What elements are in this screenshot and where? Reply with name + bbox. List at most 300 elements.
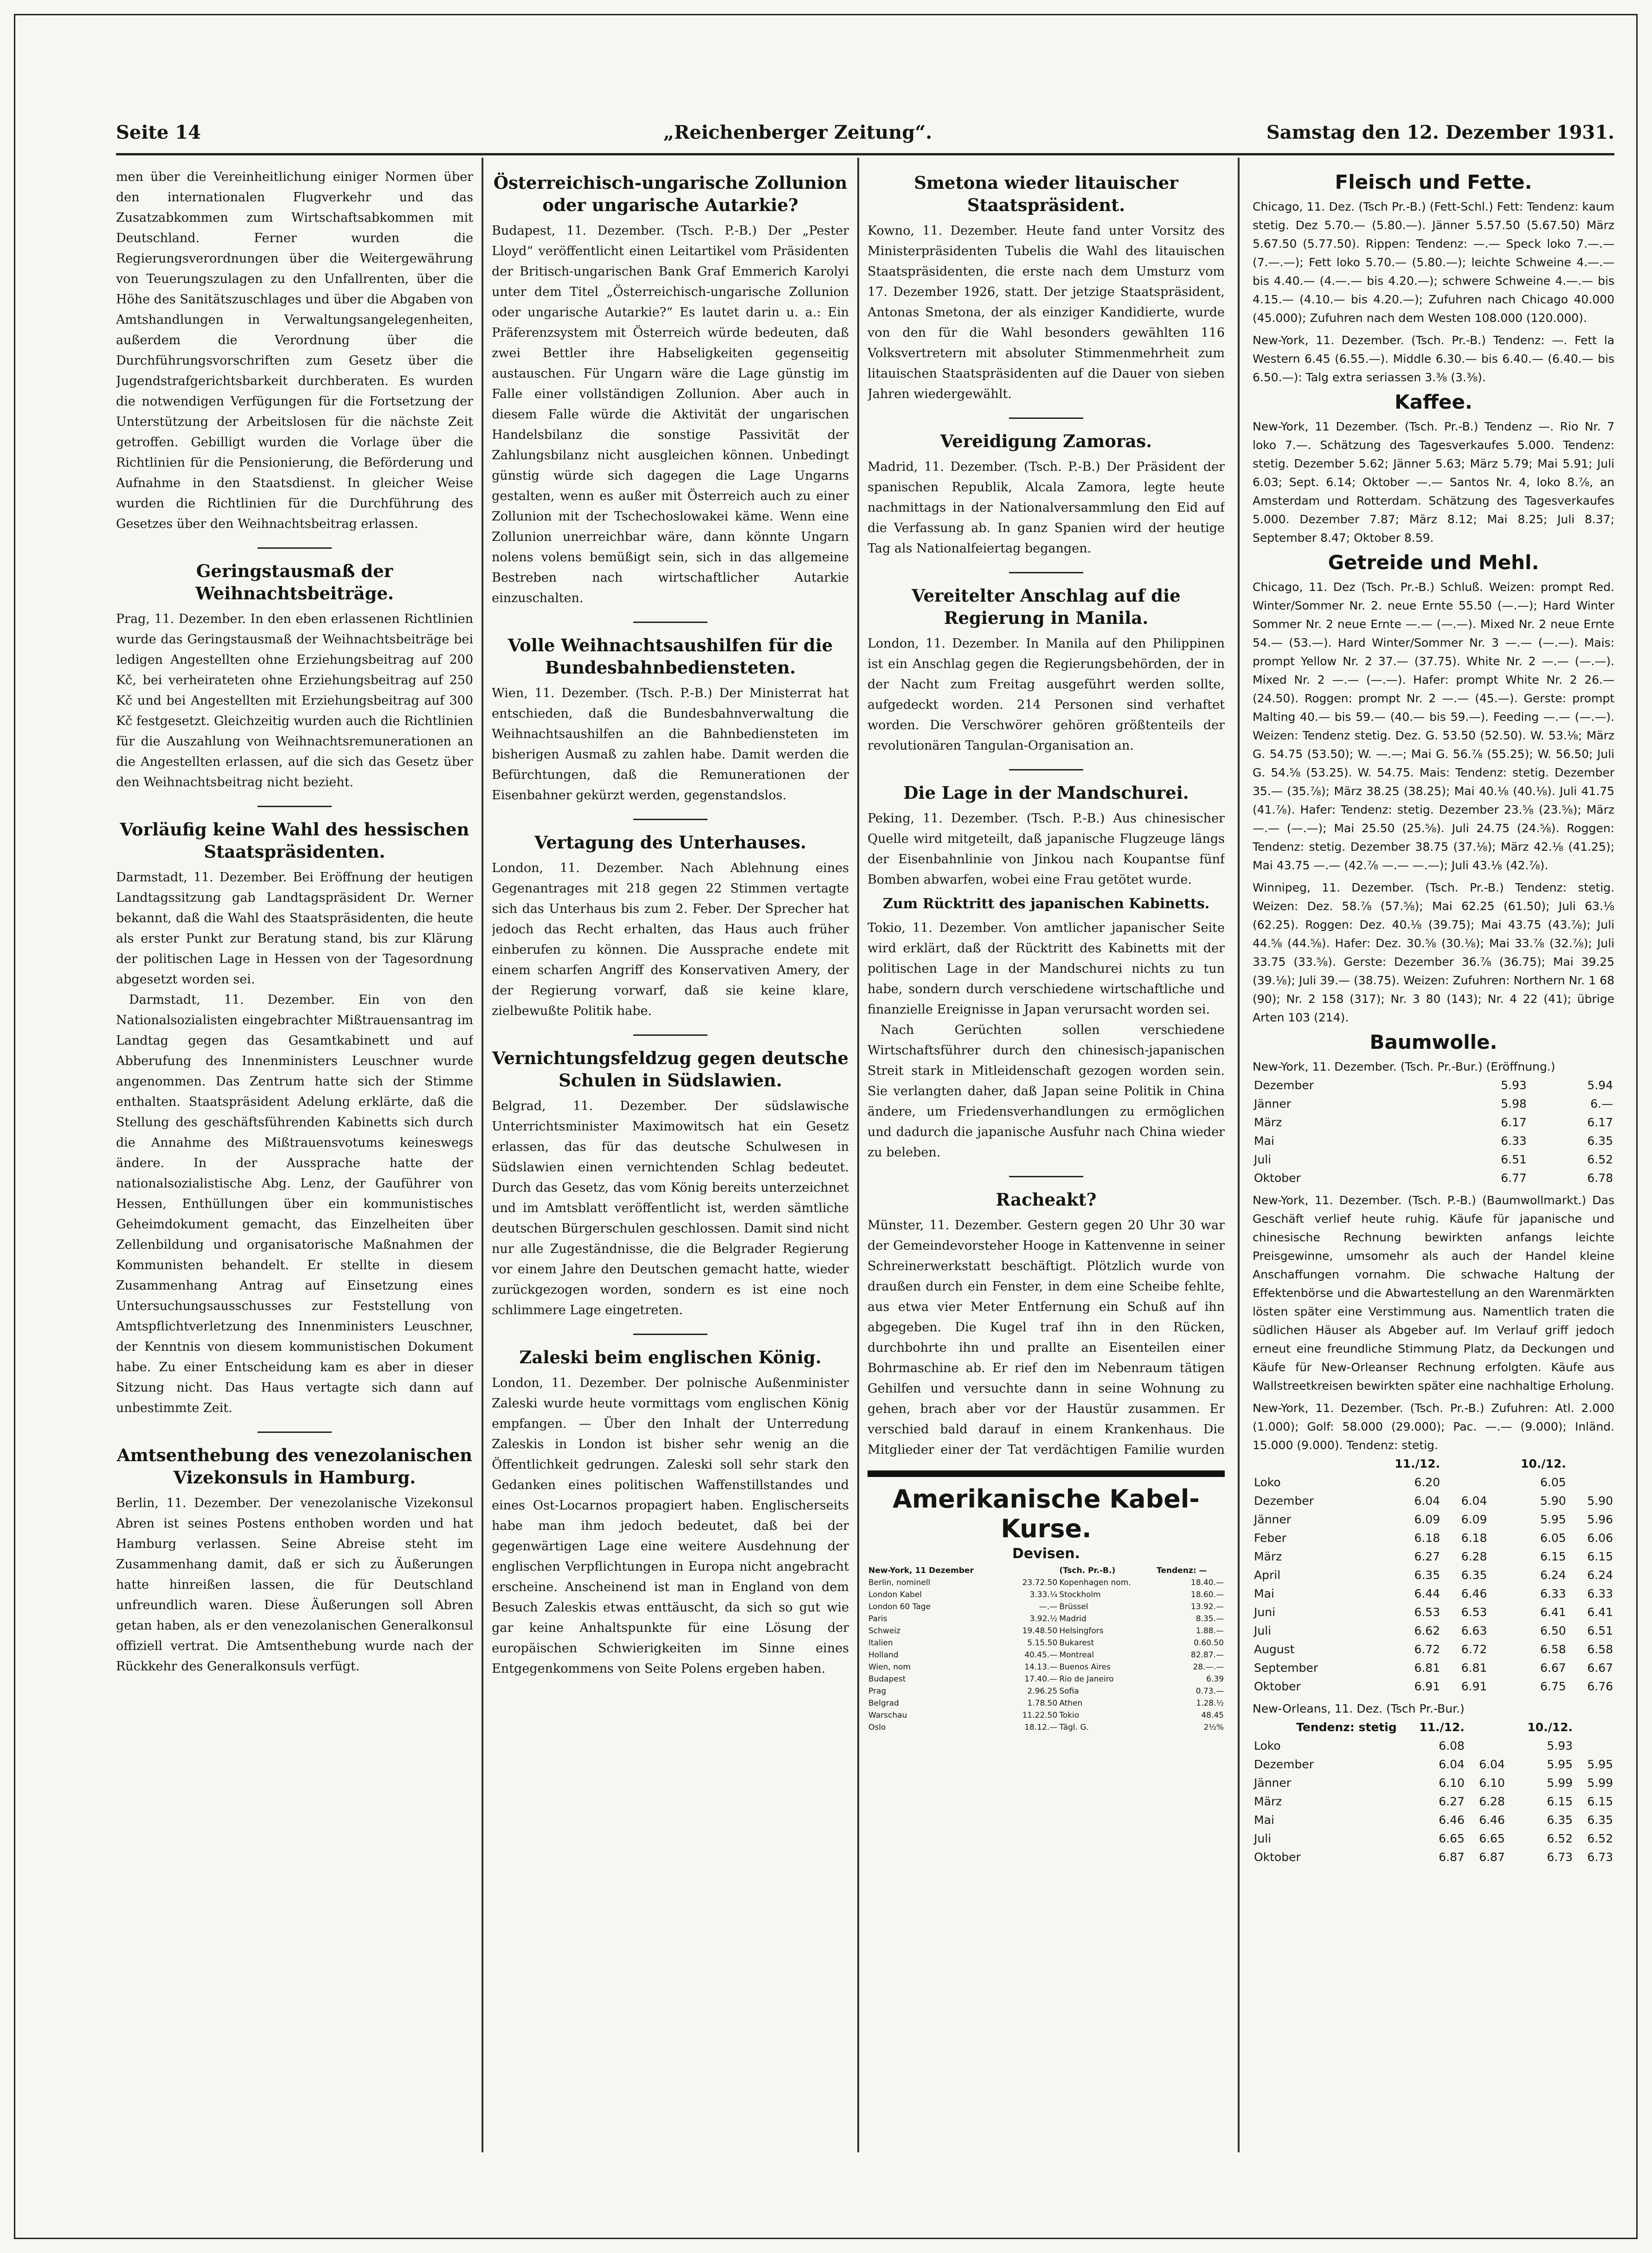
devisen-cell: London 60 Tage — [868, 1602, 931, 1611]
article-separator — [633, 819, 707, 820]
devisen-cell: 48.45 — [1201, 1711, 1224, 1720]
article-paragraph: Madrid, 11. Dezember. (Tsch. P.-B.) Der Präsident der spanischen Republik, Alcala Zamora, legte heute nachmittags in der Nationalversammlung den Eid auf die Verfassung ab. In ganz Spanien wird der heutige Tag als Nationalfeiertag begangen. — [868, 460, 1225, 556]
quote-cell: 6.17 — [1587, 1116, 1613, 1129]
devisen-cell: 18.60.— — [1190, 1590, 1224, 1599]
quote-cell: 5.90 — [1587, 1494, 1613, 1508]
quote-cell: 6.05 — [1540, 1476, 1566, 1489]
quote-cell — [1466, 1737, 1506, 1755]
quote-cell: 6.51 — [1587, 1624, 1613, 1637]
quote-row — [1253, 1113, 1614, 1132]
devisen-cell: Brüssel — [1059, 1602, 1088, 1611]
devisen-row — [868, 1577, 1225, 1589]
quote-cell: 5.98 — [1501, 1097, 1527, 1110]
devisen-cell: Holland — [868, 1650, 899, 1660]
article — [492, 1334, 849, 1679]
devisen-cell: 40.45.— — [1024, 1650, 1058, 1660]
article-headline: Amtsenthebung des venezolanischen Vizekonsuls in Hamburg. — [116, 1445, 473, 1488]
quote-cell: 6.67 — [1540, 1661, 1566, 1675]
devisen-cell: Sofia — [1059, 1687, 1079, 1696]
quote-cell: 6.33 — [1540, 1587, 1566, 1600]
quote-row — [1253, 1169, 1614, 1187]
kaffee-text: New-York, 11 Dezember. (Tsch. Pr.-B.) Tendenz —. Rio Nr. 7 loko 7.—. Schätzung des Tagesverkaufes 5.000. Tendenz: stetig. Dezember 5.62; Jänner 5.63; März 5.79; Mai 5.91; Juli 6.03; Sept. 6.14; Oktober —.— Santos Nr. 4, loko 8.⅞, an Amsterdam und Rotterdam. Schätzung des Tagesverkaufes 5.000. Dezember 7.87; März 8.12; Mai 8.25; Juli 8.37; September 8.47; Oktober 8.59. — [1253, 420, 1614, 545]
article-headline: Zaleski beim englischen König. — [519, 1347, 822, 1367]
quote-cell: 6.52 — [1587, 1832, 1613, 1845]
article-paragraph: London, 11. Dezember. Nach Ablehnung eines Gegenantrages mit 218 gegen 22 Stimmen vertagte sich das Unterhaus bis zum 2. Feber. Der Sprecher hat jedoch das Recht erhalten, das Haus auch früher einberufen zu können. Die Aussprache endete mit einem scharfen Angriff des Konservativen Amery, der der Regierung vorwarf, daß sie keine klare, zielbewußte Politik habe. — [492, 861, 849, 1018]
article — [116, 167, 473, 534]
devisen-cell: 0.73.— — [1196, 1687, 1224, 1696]
article-headline: Vorläufig keine Wahl des hessischen Staatspräsidenten. — [120, 819, 469, 862]
quote-cell: 6.10 — [1479, 1776, 1505, 1790]
devisen-cell: 11.22.50 — [1022, 1711, 1058, 1720]
quote-cell: Loko — [1254, 1476, 1281, 1489]
devisen-cell: 28.—.— — [1193, 1662, 1224, 1672]
quote-cell: 6.15 — [1587, 1795, 1613, 1808]
bw-no-head: New-Orleans, 11. Dez. (Tsch Pr.-Bur.) — [1253, 1702, 1465, 1715]
quote-row — [1253, 1566, 1614, 1585]
article-headline: Vertagung des Unterhauses. — [534, 832, 807, 853]
quote-cell: März — [1254, 1550, 1282, 1563]
quote-cell: 6.65 — [1479, 1832, 1505, 1845]
quote-row — [1253, 1811, 1614, 1829]
quote-cell: 6.81 — [1461, 1661, 1487, 1675]
article-separator — [257, 806, 332, 807]
devisen-header-cell: (Tsch. Pr.-B.) — [1059, 1566, 1116, 1575]
devisen-cell: Kopenhagen nom. — [1059, 1578, 1131, 1587]
quote-row — [1253, 1492, 1614, 1510]
devisen-row — [868, 1589, 1225, 1601]
quote-cell: 6.52 — [1547, 1832, 1573, 1845]
devisen-cell: Schweiz — [868, 1626, 900, 1636]
quote-header-cell: 11./12. — [1395, 1457, 1440, 1470]
devisen-row — [868, 1673, 1225, 1685]
devisen-row — [868, 1601, 1225, 1613]
quote-cell: Mai — [1254, 1587, 1274, 1600]
quote-row — [1253, 1755, 1614, 1774]
quote-cell: 6.— — [1590, 1097, 1613, 1110]
kabel-top-bar — [868, 1470, 1225, 1477]
quote-cell: 6.33 — [1587, 1587, 1613, 1600]
quote-header-cell: Tendenz: stetig — [1296, 1720, 1397, 1734]
quote-cell: 6.05 — [1540, 1531, 1566, 1545]
quote-header-cell: 10./12. — [1527, 1720, 1573, 1734]
quote-cell: 6.08 — [1439, 1739, 1465, 1752]
quote-cell: 6.73 — [1547, 1850, 1573, 1864]
article-headline: Smetona wieder litauischer Staatspräsident. — [914, 173, 1178, 215]
page-number: Seite 14 — [116, 122, 201, 143]
article — [492, 172, 849, 609]
quote-row — [1253, 1510, 1614, 1529]
quote-cell: 6.33 — [1501, 1134, 1527, 1148]
quote-cell: 6.50 — [1540, 1624, 1566, 1637]
quote-cell: 6.04 — [1414, 1494, 1440, 1508]
article-headline: Vernichtungsfeldzug gegen deutsche Schulen in Südslawien. — [492, 1048, 849, 1091]
article-separator — [1009, 1176, 1083, 1177]
quote-cell: 6.87 — [1439, 1850, 1465, 1864]
quote-cell: 6.44 — [1414, 1587, 1440, 1600]
devisen-header-cell — [1009, 1565, 1059, 1577]
quote-cell: 6.20 — [1414, 1476, 1440, 1489]
article-paragraph: Darmstadt, 11. Dezember. Ein von den Nationalsozialisten eingebrachter Mißtrauensantrag im Landtag gegen das Gesamtkabinett und auf Abberufung des Innenministers Leuschner wurde angenommen. Das Zentrum hatte sich der Stimme enthalten. Staatspräsident Adelung erklärte, daß die Stellung des geschäftsführenden Kabinetts sich durch die Annahme des Mißtrauensvotums keineswegs ändere. In der Aussprache hatte der nationalsozialistische Abg. Lenz, der Gauführer von Hessen, Enthüllungen über ein kommunistisches Geheimdokument gemacht, das Einzelheiten über Zellenbildung und organisatorische Maßnahmen der Kommunisten behandelt. Er stellte in diesem Zusammenhang Antrag auf Einsetzung eines Untersuchungsausschusses zur Feststellung von Amtspflichtverletzung des Innenministers Leuschner, der Kenntnis von diesem kommunistischen Dokument habe. Zu einer Entscheidung kam es aber in dieser Sitzung nicht. Das Haus vertagte sich dann auf unbestimmte Zeit. — [116, 993, 473, 1415]
quote-cell: 6.04 — [1461, 1494, 1487, 1508]
devisen-cell: 0.60.50 — [1194, 1638, 1224, 1648]
devisen-cell: Warschau — [868, 1711, 907, 1720]
quote-cell: 6.27 — [1439, 1795, 1465, 1808]
quote-cell: Dezember — [1254, 1078, 1314, 1092]
quote-cell: 6.27 — [1414, 1550, 1440, 1563]
quote-cell: 5.90 — [1540, 1494, 1566, 1508]
article-headline: Vereidigung Zamoras. — [940, 431, 1152, 451]
quote-cell: Jänner — [1254, 1776, 1292, 1790]
quote-cell: 6.58 — [1540, 1643, 1566, 1656]
fleisch-heading: Fleisch und Fette. — [1335, 171, 1532, 193]
quote-cell: Juni — [1254, 1605, 1276, 1619]
quote-header-cell: 11./12. — [1419, 1720, 1465, 1734]
column-rule-3 — [1238, 158, 1240, 2152]
devisen-cell: Berlin, nominell — [868, 1578, 931, 1587]
quote-cell: Dezember — [1254, 1494, 1314, 1508]
quote-cell: 6.41 — [1587, 1605, 1613, 1619]
article-headline: Volle Weihnachtsaushilfen für die Bundesbahnbediensteten. — [508, 635, 833, 678]
article-paragraph: Nach Gerüchten sollen verschiedene Wirtschaftsführer durch den chinesisch-japanischen Streit stark in Mitleidenschaft gezogen worden sein. Sie verlangten daher, daß Japan seine Politik in China ändere, um Friedensverhandlungen zu ermöglichen und dadurch die japanische Ausfuhr nach China wieder zu beleben. — [868, 1023, 1225, 1160]
devisen-cell: 3.92.½ — [1029, 1614, 1058, 1624]
devisen-cell: 17.40.— — [1024, 1675, 1058, 1684]
article-paragraph: Berlin, 11. Dezember. Der venezolanische Vizekonsul Abren ist seines Postens enthoben worden und hat Hamburg verlassen. Seine Abreise steht im Zusammenhang damit, daß er sich zu Äußerungen hatte hinreißen lassen, die für Deutschland unfreundlich waren. Diese Äußerungen soll Abren getan haben, als er den venezolanischen Generalkonsul offiziell vertrat. Die Amtsenthebung wurde nach der Rückkehr des Generalkonsuls verfügt. — [116, 1496, 473, 1674]
quote-cell: 6.18 — [1461, 1531, 1487, 1545]
quote-cell: 6.46 — [1439, 1813, 1465, 1827]
quote-cell: 6.76 — [1587, 1680, 1613, 1693]
quote-cell: 6.35 — [1547, 1813, 1573, 1827]
devisen-cell: London Kabel — [868, 1590, 922, 1599]
quote-row — [1253, 1529, 1614, 1547]
devisen-cell: 2.96.25 — [1027, 1687, 1058, 1696]
quote-cell: 6.52 — [1587, 1153, 1613, 1166]
quote-cell: 6.04 — [1439, 1758, 1465, 1771]
quote-header-cell — [1466, 1718, 1506, 1737]
quote-cell: 6.62 — [1414, 1624, 1440, 1637]
article — [868, 1176, 1225, 1457]
bw-ny2-table — [1253, 1455, 1614, 1696]
article-paragraph: Münster, 11. Dezember. Gestern gegen 20 Uhr 30 war der Gemeindevorsteher Hooge in Kattenvenne in seiner Schreinerwerkstatt beschäftigt. Plötzlich wurde von draußen durch ein Fenster, in dem eine Scheibe fehlte, aus etwa vier Meter Entfernung ein Schuß auf ihn abgegeben. Die Kugel traf ihn in den Rücken, durchbohrte ihn und prallte an Eisenteilen einer Bohrmaschine ab. Er rief den im Nebenraum tätigen Gehilfen und versuchte dann in seine Wohnung zu gehen, brach aber vor der Haustür zusammen. Er verschied bald darauf in einem Krankenhaus. Die Mitglieder einer der Tat verdächtigen Familie wurden — [868, 1218, 1225, 1457]
devisen-table — [868, 1565, 1225, 1733]
article-paragraph: Darmstadt, 11. Dezember. Bei Eröffnung der heutigen Landtagssitzung gab Landtagspräsident Dr. Werner bekannt, daß die Wahl des Staatspräsidenten, die heute als erster Punkt zur Beratung stand, bis zur Klärung der politischen Lage in Hessen von der Tagesordnung abgesetzt worden sei. — [116, 870, 473, 987]
quote-cell: 5.95 — [1547, 1758, 1573, 1771]
market-column — [1253, 167, 1614, 2143]
bw-no-table — [1253, 1718, 1614, 1867]
quote-row — [1253, 1150, 1614, 1169]
devisen-cell: 13.92.— — [1190, 1602, 1224, 1611]
quote-cell: 6.24 — [1587, 1568, 1613, 1582]
devisen-header-cell: New-York, 11 Dezember — [868, 1566, 974, 1575]
quote-row — [1253, 1622, 1614, 1640]
devisen-cell: Italien — [868, 1638, 893, 1648]
quote-cell: 6.17 — [1501, 1116, 1527, 1129]
devisen-cell: Madrid — [1059, 1614, 1086, 1624]
quote-cell: März — [1254, 1116, 1282, 1129]
quote-cell: 6.91 — [1414, 1680, 1440, 1693]
kabel-kurse-box — [868, 1466, 1225, 2143]
devisen-row — [868, 1649, 1225, 1661]
quote-cell: Juli — [1254, 1153, 1272, 1166]
article-separator — [633, 1034, 707, 1036]
quote-cell: 5.93 — [1547, 1739, 1573, 1752]
quote-cell: Jänner — [1254, 1513, 1292, 1526]
article-headline: Österreichisch-ungarische Zollunion oder ungarische Autarkie? — [493, 173, 848, 215]
bw-ny-head: New-York, 11. Dezember. (Tsch. Pr.-Bur.) (Eröffnung.) — [1253, 1060, 1556, 1073]
getreide-heading: Getreide und Mehl. — [1328, 551, 1539, 574]
article-separator — [1009, 572, 1083, 573]
devisen-row — [868, 1709, 1225, 1721]
quote-row — [1253, 1659, 1614, 1677]
devisen-cell: Montreal — [1059, 1650, 1094, 1660]
article — [116, 1431, 473, 1677]
devisen-cell: 19.48.50 — [1022, 1626, 1058, 1636]
article-paragraph: Kowno, 11. Dezember. Heute fand unter Vorsitz des Ministerpräsidenten Tubelis die Wahl des litauischen Staatspräsidenten, die erste nach dem Umsturz vom 17. Dezember 1926, statt. Der jetzige Staatspräsident, Antonas Smetona, der als einziger Kandidierte, wurde von den für die Wahl besonders gewählten 116 Volksvertretern mit absoluter Stimmenmehrheit zum litauischen Staatspräsidenten auf die Dauer von sieben Jahren wiedergewählt. — [868, 224, 1225, 401]
devisen-cell: 82.87.— — [1190, 1650, 1224, 1660]
quote-cell: 6.75 — [1540, 1680, 1566, 1693]
quote-header-cell — [1441, 1455, 1488, 1473]
devisen-cell: 18.40.— — [1190, 1578, 1224, 1587]
devisen-cell: 5.15.50 — [1027, 1638, 1058, 1648]
devisen-cell: 8.35.— — [1196, 1614, 1224, 1624]
quote-cell: 6.46 — [1461, 1587, 1487, 1600]
article-separator — [1009, 769, 1083, 770]
quote-row — [1253, 1585, 1614, 1603]
quote-cell: 6.73 — [1587, 1850, 1613, 1864]
article-paragraph: men über die Vereinheitlichung einiger Normen über den internationalen Flugverkehr und das Zusatzabkommen zum Wirtschaftsabkommen mit Deutschland. Ferner wurden die Regierungsverordnungen über die Weitergewährung von Teuerungszulagen zu den Unfallrenten, über die Höhe des Sanitätszuschlages und über die Abgaben von Amtshandlungen in Verwaltungsangelegenheiten, außerdem die Verordnung über die Durchführungsvorschriften zum Gesetz über die Jugendstrafgerichtsbarkeit durchberaten. Es wurden die notwendigen Verfügungen für die Fortsetzung der Unterstützung der Arbeitslosen für die nächste Zeit getroffen. Gebilligt wurden die Vorlage über die Richtlinien für die Pensionierung, die Beförderung und Aufnahme in den Staatsdienst. In gleicher Weise wurden die Richtlinien für die Durchführung des Gesetzes über den Weihnachtsbeitrag erlassen. — [116, 170, 473, 531]
column-rule-2 — [857, 158, 859, 2152]
quote-cell: 6.28 — [1461, 1550, 1487, 1563]
article-paragraph: Belgrad, 11. Dezember. Der südslawische Unterrichtsminister Maximowitsch hat ein Gesetz erlassen, das für das deutsche Schulwesen in Südslawien einen vernichtenden Schlag bedeutet. Durch das Gesetz, das vom König bereits unterzeichnet und im Amtsblatt veröffentlicht ist, werden sämtliche deutschen Bürgerschulen geschlossen. Damit sind nicht nur alle Zugeständnisse, die die Belgrader Regierung vor einem Jahre den Deutschen gemacht hatte, wieder zurückgezogen worden, sondern es ist eine noch schlimmere Lage eingetreten. — [492, 1099, 849, 1317]
quote-row — [1253, 1076, 1614, 1095]
quote-cell: 6.72 — [1414, 1643, 1440, 1656]
article — [868, 769, 1225, 1163]
quote-cell: 6.53 — [1414, 1605, 1440, 1619]
devisen-cell: 14.13.— — [1024, 1662, 1058, 1672]
quote-cell: 6.09 — [1461, 1513, 1487, 1526]
devisen-row — [868, 1637, 1225, 1649]
devisen-cell: 3.33.¼ — [1029, 1590, 1058, 1599]
quote-cell: 5.94 — [1587, 1078, 1613, 1092]
article — [492, 622, 849, 806]
quote-cell: Mai — [1254, 1813, 1274, 1827]
winnipeg-text: Winnipeg, 11. Dezember. (Tsch. Pr.-B.) Tendenz: stetig. Weizen: Dez. 58.⅞ (57.⅝); Mai 62.25 (61.50); Juli 63.⅛ (62.25). Roggen: Dez. 40.⅛ (39.75); Mai 43.75 (43.⅞); Juli 44.⅝ (44.⅝). Hafer: Dez. 30.⅝ (30.⅛); Mai 33.⅞ (32.⅞); Juli 33.75 (33.⅝). Gerste: Dezember 36.⅞ (36.75); Mai 39.25 (39.⅛); Juli 39.— (38.75). Weizen: Zufuhren: Northern Nr. 1 68 (90); Nr. 2 158 (317); Nr. 3 80 (143); Nr. 4 22 (41); übrige Arten 103 (214). — [1253, 881, 1614, 1024]
article-paragraph: Budapest, 11. Dezember. (Tsch. P.-B.) Der „Pester Lloyd“ veröffentlicht einen Leitartikel vom Präsidenten der Britisch-ungarischen Bank Graf Emmerich Karolyi unter dem Titel „Österreichisch-ungarische Zollunion oder ungarische Autarkie?“ Es lautet darin u. a.: Ein Präferenzsystem mit Österreich würde bedeuten, daß zwei Bettler ihre Habseligkeiten gegenseitig austauschen. Für Ungarn wäre die Lage günstig im Falle einer vollständigen Zollunion. Aber auch in diesem Falle würde die Aktivität der ungarischen Handelsbilanz die sonstige Passivität der Zahlungsbilanz nicht ausgleichen können. Unbedingt günstig würde sich dagegen die Lage Ungarns gestalten, wenn es außer mit Österreich auch zu einer Zollunion mit der Tschechoslowakei käme. Wenn eine Zollunion unerreichbar wäre, dann könnte Ungarn nolens volens bemüßigt sein, sich in das allgemeine Bestreben nach wirtschaftlicher Autarkie einzuschalten. — [492, 224, 849, 605]
quote-cell: 6.77 — [1501, 1171, 1527, 1185]
quote-row — [1253, 1132, 1614, 1150]
devisen-row — [868, 1721, 1225, 1733]
article-paragraph: Tokio, 11. Dezember. Von amtlicher japanischer Seite wird erklärt, daß der Rücktritt des Kabinetts mit der politischen Lage in der Mandschurei nichts zu tun habe, sondern durch verschiedene wirtschaftliche und finanzielle Ereignisse in Japan verursacht worden sei. — [868, 921, 1225, 1017]
quote-cell: 6.24 — [1540, 1568, 1566, 1582]
devisen-cell: Paris — [868, 1614, 887, 1624]
quote-cell: 5.99 — [1547, 1776, 1573, 1790]
quote-row — [1253, 1547, 1614, 1566]
quote-cell: 6.91 — [1461, 1680, 1487, 1693]
quote-cell: 6.15 — [1587, 1550, 1613, 1563]
kabel-title-2: Kurse. — [1001, 1514, 1092, 1543]
page-header — [116, 116, 1614, 148]
column-rule-1 — [482, 158, 483, 2152]
quote-cell: 6.15 — [1540, 1550, 1566, 1563]
quote-cell: 5.95 — [1587, 1758, 1613, 1771]
quote-header-cell — [1574, 1718, 1614, 1737]
quote-cell: September — [1254, 1661, 1318, 1675]
quote-header-row — [1253, 1718, 1614, 1737]
article-paragraph: Wien, 11. Dezember. (Tsch. P.-B.) Der Ministerrat hat entschieden, daß die Bundesbahnverwaltung die Weihnachtsaushilfen an die Bahnbediensteten im bisherigen Ausmaß zu zahlen habe. Damit werden die Befürchtungen, daß die Remunerationen der Eisenbahner gekürzt werden, gegenstandslos. — [492, 686, 849, 802]
devisen-cell: Wien, nom — [868, 1662, 911, 1672]
article-headline: Racheakt? — [996, 1189, 1097, 1210]
article — [116, 806, 473, 1419]
quote-row — [1253, 1677, 1614, 1696]
quote-header-row — [1253, 1455, 1614, 1473]
devisen-cell: —.— — [1039, 1602, 1058, 1611]
article-paragraph: Peking, 11. Dezember. (Tsch. P.-B.) Aus chinesischer Quelle wird mitgeteilt, daß japanische Flugzeuge längs der Eisenbahnlinie von Jinkou nach Koupantse fünf Bomben abwarfen, wobei eine Frau getötet wurde. — [868, 811, 1225, 887]
quote-row — [1253, 1473, 1614, 1492]
devisen-cell: 2½% — [1203, 1723, 1224, 1732]
quote-cell: Mai — [1254, 1134, 1274, 1148]
quote-header-cell — [1253, 1455, 1363, 1473]
quote-cell: 6.63 — [1461, 1624, 1487, 1637]
devisen-cell: Prag — [868, 1687, 887, 1696]
devisen-cell: Stockholm — [1059, 1590, 1101, 1599]
quote-cell: Feber — [1254, 1531, 1286, 1545]
devisen-cell: Rio de Janeiro — [1059, 1675, 1114, 1684]
quote-cell: Loko — [1254, 1739, 1281, 1752]
quote-header-cell — [1568, 1455, 1614, 1473]
article — [868, 172, 1225, 404]
article-separator — [633, 622, 707, 623]
quote-row — [1253, 1829, 1614, 1848]
devisen-cell: 6.39 — [1206, 1675, 1224, 1684]
article — [868, 417, 1225, 559]
devisen-row — [868, 1625, 1225, 1637]
quote-cell: 6.15 — [1547, 1795, 1573, 1808]
quote-cell — [1568, 1473, 1614, 1492]
quote-cell: Dezember — [1254, 1758, 1314, 1771]
quote-cell: 6.81 — [1414, 1661, 1440, 1675]
devisen-cell: Budapest — [868, 1675, 906, 1684]
devisen-cell: Tokio — [1059, 1711, 1080, 1720]
column-2 — [492, 167, 849, 2143]
getreide-text: Chicago, 11. Dez (Tsch. Pr.-B.) Schluß. Weizen: prompt Red. Winter/Sommer Nr. 2. neue Ernte 55.50 (—.—); Hard Winter Sommer Nr. 2 neue Ernte —.— (—.—). Mixed Nr. 2 neue Ernte 54.— (53.—). Hard Winter/Sommer Nr. 3 —.— (—.—). Mais: prompt Yellow Nr. 2 37.— (37.75). White Nr. 2 —.— (—.—). Mixed Nr. 2 —.— (—.—). Hafer: prompt White Nr. 2 26.— (24.50). Roggen: prompt Nr. 2 —.— (45.—). Gerste: prompt Malting 40.— bis 59.— (40.— bis 59.—). Feeding —.— (—.—). Weizen: Tendenz stetig. Dez. G. 53.50 (52.50). W. 53.⅛; März G. 54.75 (53.50); W. —.—; Mai G. 56.⅞ (55.25); W. 56.50; Juli G. 54.⅝ (53.25). W. 54.75. Mais: Tendenz: stetig. Dezember 35.— (35.⅞); März 38.25 (38.25); Mai 40.⅛ (40.⅛). Juli 41.75 (41.⅞). Hafer: Tendenz: stetig. Dezember 23.⅝ (23.⅝); März —.— (—.—); Mai 25.50 (25.⅝). Juli 24.75 (24.⅝). Roggen: Tendenz: stetig. Dezember 38.75 (37.⅛); März 42.⅛ (41.25); Mai 43.75 —.— (42.⅞ —.— —.—); Juli 43.⅛ (42.⅞). — [1253, 580, 1614, 872]
quote-cell: 6.18 — [1414, 1531, 1440, 1545]
quote-cell: 6.51 — [1501, 1153, 1527, 1166]
devisen-cell: Bukarest — [1059, 1638, 1094, 1648]
devisen-cell: Athen — [1059, 1699, 1083, 1708]
kabel-title-1: Amerikanische Kabel- — [893, 1484, 1200, 1514]
devisen-header-cell: Tendenz: — — [1157, 1566, 1207, 1575]
quote-cell: 5.99 — [1587, 1776, 1613, 1790]
article — [492, 819, 849, 1021]
quote-row — [1253, 1737, 1614, 1755]
devisen-cell: Tägl. G. — [1059, 1723, 1089, 1732]
quote-cell: August — [1254, 1643, 1295, 1656]
quote-cell: Juli — [1254, 1832, 1272, 1845]
newspaper-title: „Reichenberger Zeitung“. — [663, 122, 932, 143]
quote-cell: April — [1254, 1568, 1281, 1582]
quote-cell: 5.93 — [1501, 1078, 1527, 1092]
kaffee-heading: Kaffee. — [1395, 391, 1472, 413]
devisen-cell: 1.28.½ — [1196, 1699, 1224, 1708]
article-paragraph: Prag, 11. Dezember. In den eben erlassenen Richtlinien wurde das Geringstausmaß der Weihnachtsbeiträge bei ledigen Angestellten ohne Erziehungsbeitrag auf 200 Kč, bei verheirateten ohne Erziehungsbeitrag auf 250 Kč und bei Angestellten mit Erziehungsbeitrag auf 300 Kč festgesetzt. Gleichzeitig wurden auch die Richtlinien für die Auszahlung von Weihnachtsremunerationen an die Angestellten erlassen, auf die sich das Gesetz über den Weihnachtsbeitrag nicht bezieht. — [116, 612, 473, 790]
devisen-cell: 18.12.— — [1024, 1723, 1058, 1732]
quote-cell: März — [1254, 1795, 1282, 1808]
devisen-row — [868, 1661, 1225, 1673]
quote-cell: 6.72 — [1461, 1643, 1487, 1656]
column-1 — [116, 167, 473, 2143]
bw-markt-text: New-York, 11. Dezember. (Tsch. P.-B.) (Baumwollmarkt.) Das Geschäft verlief heute ruhig. Käufe für japanische und chinesische Rechnung bewirkten anfangs leichte Preisgewinne, umsomehr als auch der Handel kleine Anschaffungen vornahm. Die schwache Haltung der Effektenbörse und die Abwartestellung an den Warenmärkten lösten später eine Verstimmung aus. Namentlich traten die südlichen Häuser als Abgeber auf. Im Verlauf griff jedoch erneut eine freundliche Stimmung Platz, da Deckungen und Käufe für New-Orleanser Rechnung erfolgten. Käufe aus Wallstreetkreisen bewirkten später eine nachhaltige Erholung. — [1253, 1194, 1614, 1393]
devisen-cell: 23.72.50 — [1022, 1578, 1058, 1587]
article-separator — [257, 1431, 332, 1433]
quote-row — [1253, 1095, 1614, 1113]
baumwolle-heading: Baumwolle. — [1369, 1031, 1498, 1053]
quote-cell: Oktober — [1254, 1171, 1301, 1185]
quote-cell: Oktober — [1254, 1680, 1301, 1693]
devisen-header-row — [868, 1565, 1225, 1577]
quote-row — [1253, 1640, 1614, 1659]
quote-cell: 5.96 — [1587, 1513, 1613, 1526]
quote-cell: 6.41 — [1540, 1605, 1566, 1619]
quote-row — [1253, 1774, 1614, 1792]
quote-cell: 6.65 — [1439, 1832, 1465, 1845]
article — [492, 1034, 849, 1321]
quote-cell: 6.06 — [1587, 1531, 1613, 1545]
quote-cell: 6.67 — [1587, 1661, 1613, 1675]
devisen-cell: Oslo — [868, 1723, 886, 1732]
quote-cell: 6.46 — [1479, 1813, 1505, 1827]
quote-cell: Jänner — [1254, 1097, 1292, 1110]
quote-row — [1253, 1792, 1614, 1811]
article-paragraph: London, 11. Dezember. Der polnische Außenminister Zaleski wurde heute vormittags vom englischen König empfangen. — Über den Inhalt der Unterredung Zaleskis in London ist bisher sehr wenig an die Öffentlichkeit gedrungen. Zaleski soll sehr stark den Gedanken eines politischen Waffenstillstandes und eines Ost-Locarnos propagiert haben. Englischerseits habe man ihm jedoch bedeutet, daß bei der gegenwärtigen Lage eine weitere Ausdehnung der englischen Verpflichtungen in Europa nicht angebracht erscheine. Anscheinend ist man in England von dem Besuch Zaleskis etwas enttäuscht, da sich so gut wie gar keine Anhaltspunkte für eine Lösung der europäischen Schwierigkeiten im Sinne eines Entgegenkommens von Seite Polens ergeben haben. — [492, 1376, 849, 1676]
quote-cell: 6.35 — [1587, 1134, 1613, 1148]
article-headline: Geringstausmaß der Weihnachtsbeiträge. — [195, 561, 394, 603]
column-3 — [868, 167, 1225, 1457]
article-headline: Vereitelter Anschlag auf die Regierung in Manila. — [912, 585, 1181, 628]
devisen-row — [868, 1613, 1225, 1625]
quote-row — [1253, 1603, 1614, 1622]
devisen-row — [868, 1697, 1225, 1709]
article-separator — [633, 1334, 707, 1335]
devisen-cell: Buenos Aires — [1059, 1662, 1111, 1672]
quote-cell: Juli — [1254, 1624, 1272, 1637]
devisen-row — [868, 1685, 1225, 1697]
quote-cell: 6.10 — [1439, 1776, 1465, 1790]
devisen-cell: Belgrad — [868, 1699, 899, 1708]
article-separator — [257, 547, 332, 549]
devisen-cell: Helsingfors — [1059, 1626, 1104, 1636]
article-paragraph: London, 11. Dezember. In Manila auf den Philippinen ist ein Anschlag gegen die Regierungsbehörden, der in der Nacht zum Freitag ausgeführt werden sollte, aufgedeckt worden. 214 Personen sind verhaftet worden. Die Verschwörer gehören größtenteils der revolutionären Tangulan-Organisation an. — [868, 636, 1225, 753]
quote-cell: 6.35 — [1414, 1568, 1440, 1582]
article — [116, 547, 473, 793]
quote-cell: 6.78 — [1587, 1171, 1613, 1185]
quote-cell: Oktober — [1254, 1850, 1301, 1864]
quote-cell — [1574, 1737, 1614, 1755]
quote-cell: 6.53 — [1461, 1605, 1487, 1619]
bw-ny2-head: New-York, 11. Dezember. (Tsch. Pr.-B.) Zufuhren: Atl. 2.000 (1.000); Golf: 58.000 (29.000); Pac. —.— (9.000); Inländ. 15.000 (9.000). Tendenz: stetig. — [1253, 1401, 1614, 1452]
quote-cell: 6.28 — [1479, 1795, 1505, 1808]
quote-cell: 6.58 — [1587, 1643, 1613, 1656]
quote-cell: 6.35 — [1587, 1813, 1613, 1827]
quote-cell — [1441, 1473, 1488, 1492]
article-headline: Die Lage in der Mandschurei. — [903, 783, 1189, 803]
quote-cell: 5.95 — [1540, 1513, 1566, 1526]
article-subheadline: Zum Rücktritt des japanischen Kabinetts. — [882, 896, 1210, 912]
issue-date: Samstag den 12. Dezember 1931. — [1266, 122, 1614, 143]
fleisch-text: Chicago, 11. Dez. (Tsch Pr.-B.) (Fett-Schl.) Fett: Tendenz: kaum stetig. Dez 5.70.— (5.80.—). Jänner 5.57.50 (5.67.50) März 5.67.50 (5.77.50). Rippen: Tendenz: —.— Speck loko 7.—.— (7.—.—); Fett loko 5.70.— (5.80.—); leichte Schweine 4.—.— bis 4.40.— (4.—.— bis 4.20.—); schwere Schweine 4.—.— bis 4.15.— (4.10.— bis 4.20.—); Zufuhren nach Chicago 40.000 (45.000); Zufuhren nach dem Westen 108.000 (120.000). — [1253, 200, 1614, 325]
quote-row — [1253, 1848, 1614, 1867]
devisen-subtitle: Devisen. — [1012, 1546, 1080, 1562]
devisen-cell: 1.88.— — [1196, 1626, 1224, 1636]
article — [868, 572, 1225, 756]
